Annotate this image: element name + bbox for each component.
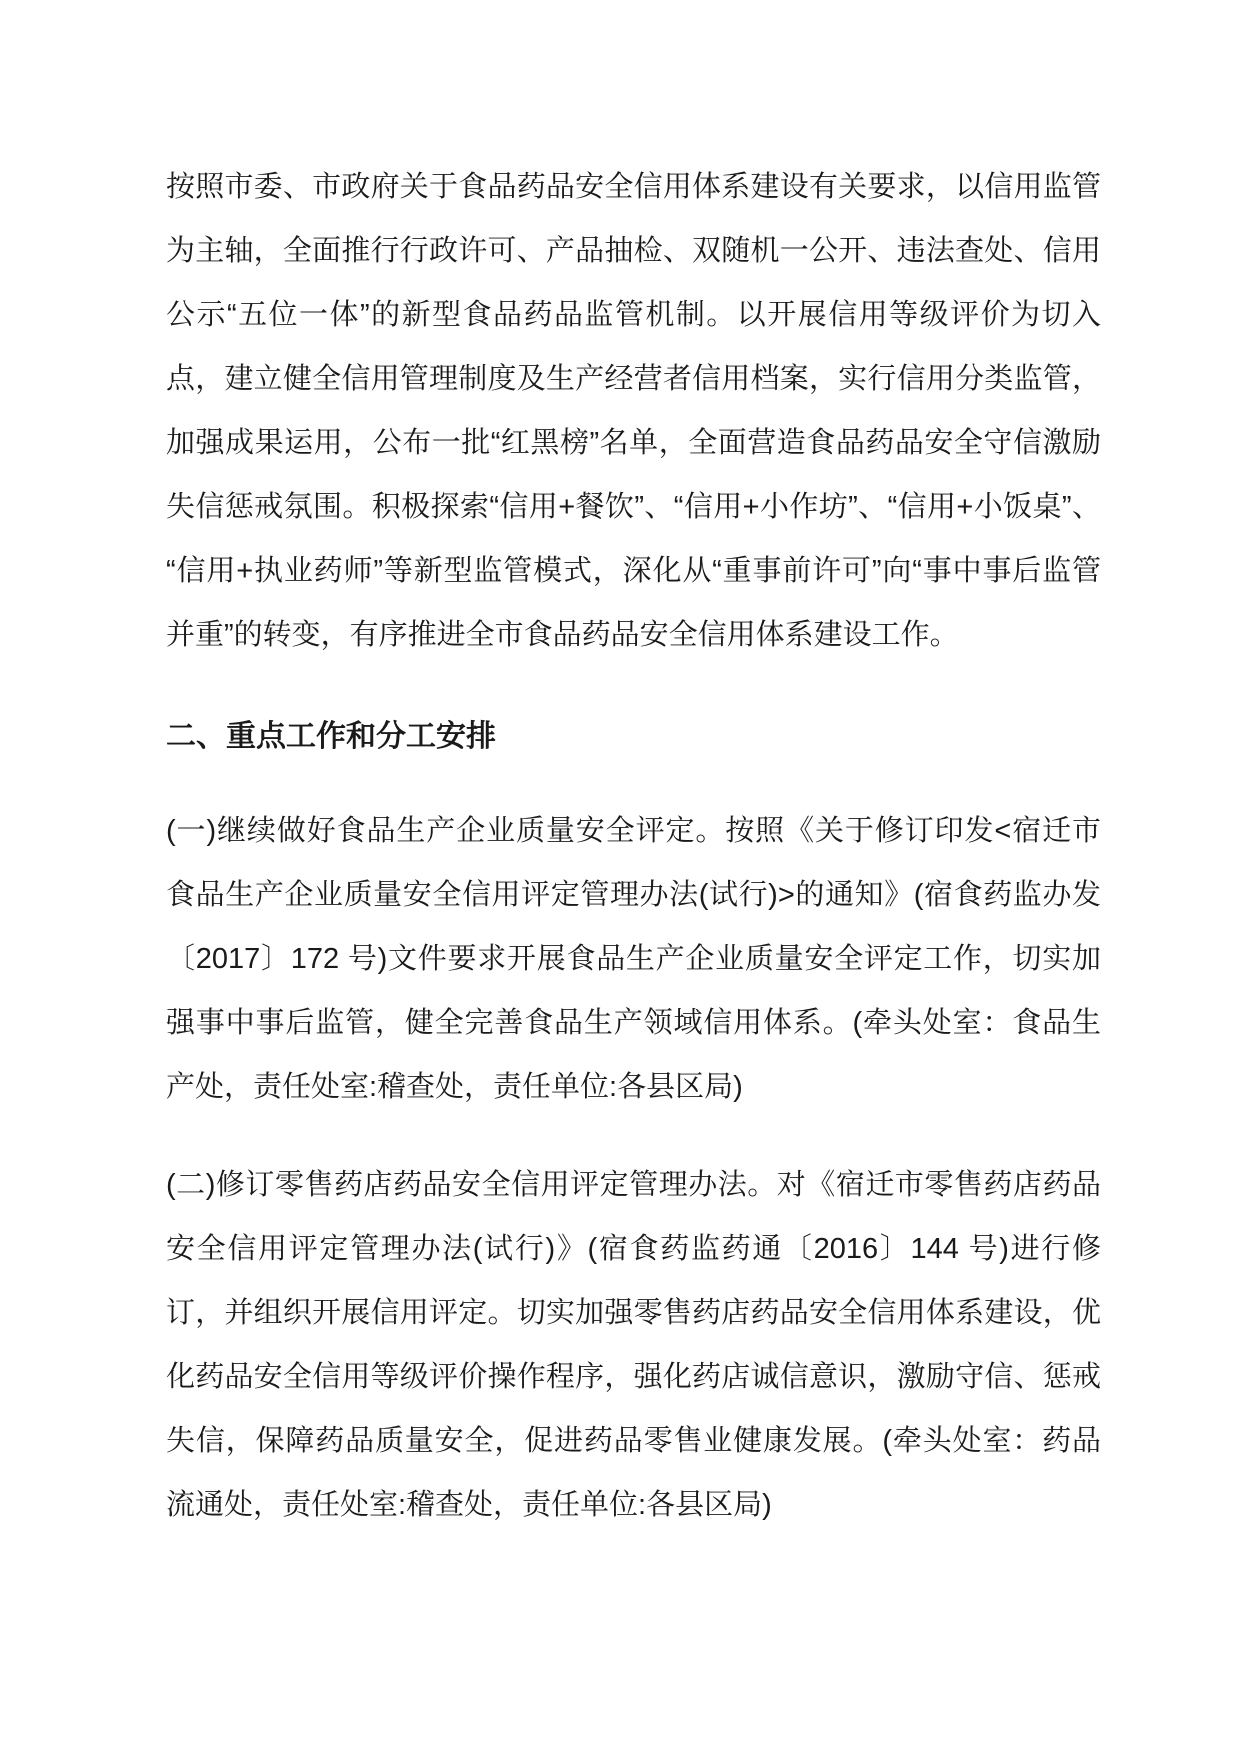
intro-paragraph: 按照市委、市政府关于食品药品安全信用体系建设有关要求，以信用监管为主轴，全面推行行政许可、产品抽检、双随机一公开、违法查处、信用公示“五位一体”的新型食品药品监管机制。以开展信用等级评价为切入点，建立健全信用管理制度及生产经营者信用档案，实行信用分类监管，加强成果运用，公布一批“红黑榜”名单，全面营造食品药品安全守信激励失信惩戒氛围。积极探索“信用+餐饮”、“信用+小作坊”、“信用+小饭桌”、“信用+执业药师”等新型监管模式，深化从“重事前许可”向“事中事后监管并重”的转变，有序推进全市食品药品安全信用体系建设工作。 <box>166 171 1101 651</box>
task-paragraph-2: (二)修订零售药店药品安全信用评定管理办法。对《宿迁市零售药店药品安全信用评定管理办法(试行)》(宿食药监药通〔2016〕144 号)进行修订，并组织开展信用评定。切实加强零售药店药品安全信用体系建设，优化药品安全信用等级评价操作程序，强化药店诚信意识，激励守信、惩戒失信，保障药品质量安全，促进药品零售业健康发展。(牵头处室：药品流通处，责任处室:稽查处，责任单位:各县区局) <box>166 1169 1101 1521</box>
task-paragraph-1: (一)继续做好食品生产企业质量安全评定。按照《关于修订印发<宿迁市食品生产企业质量安全信用评定管理办法(试行)>的通知》(宿食药监办发〔2017〕172 号)文件要求开展食品生产企业质量安全评定工作，切实加强事中事后监管，健全完善食品生产领域信用体系。(牵头处室：食品生产处，责任处室:稽查处，责任单位:各县区局) <box>166 815 1101 1103</box>
section-heading: 二、重点工作和分工安排 <box>166 720 496 753</box>
